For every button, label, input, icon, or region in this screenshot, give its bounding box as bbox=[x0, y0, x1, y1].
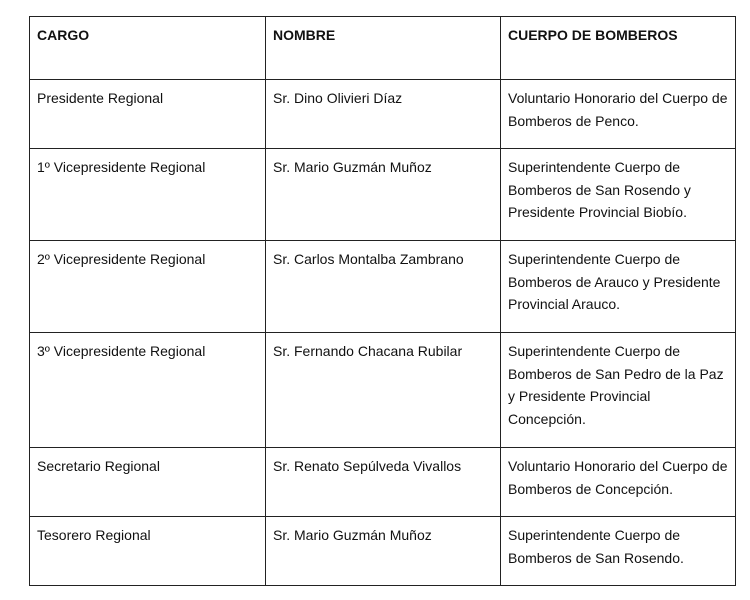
cell-cargo: Presidente Regional bbox=[30, 80, 266, 149]
table-row bbox=[30, 149, 736, 241]
cell-cargo: 2º Vicepresidente Regional bbox=[30, 241, 266, 333]
cell-cargo: 1º Vicepresidente Regional bbox=[30, 149, 266, 241]
cell-nombre: Sr. Mario Guzmán Muñoz bbox=[266, 517, 501, 586]
header-nombre: NOMBRE bbox=[266, 17, 501, 80]
header-cuerpo-de-bomberos: CUERPO DE BOMBEROS bbox=[501, 17, 736, 80]
table-row bbox=[30, 448, 736, 517]
cell-cuerpo: Superintendente Cuerpo de Bomberos de San Pedro de la Paz y Presidente Provincial Concepción. bbox=[501, 333, 736, 448]
table-row bbox=[30, 80, 736, 149]
cell-cuerpo: Voluntario Honorario del Cuerpo de Bomberos de Penco. bbox=[501, 80, 736, 149]
cell-nombre: Sr. Dino Olivieri Díaz bbox=[266, 80, 501, 149]
cell-nombre: Sr. Carlos Montalba Zambrano bbox=[266, 241, 501, 333]
cell-cuerpo: Superintendente Cuerpo de Bomberos de San Rosendo. bbox=[501, 517, 736, 586]
cell-cargo: Tesorero Regional bbox=[30, 517, 266, 586]
cell-cuerpo: Voluntario Honorario del Cuerpo de Bomberos de Concepción. bbox=[501, 448, 736, 517]
cell-nombre: Sr. Renato Sepúlveda Vivallos bbox=[266, 448, 501, 517]
cell-cargo: 3º Vicepresidente Regional bbox=[30, 333, 266, 448]
cell-cargo: Secretario Regional bbox=[30, 448, 266, 517]
cell-cuerpo: Superintendente Cuerpo de Bomberos de Arauco y Presidente Provincial Arauco. bbox=[501, 241, 736, 333]
cell-nombre: Sr. Fernando Chacana Rubilar bbox=[266, 333, 501, 448]
table-row bbox=[30, 517, 736, 586]
header-cargo: CARGO bbox=[30, 17, 266, 80]
cell-nombre: Sr. Mario Guzmán Muñoz bbox=[266, 149, 501, 241]
cell-cuerpo: Superintendente Cuerpo de Bomberos de San Rosendo y Presidente Provincial Biobío. bbox=[501, 149, 736, 241]
officers-table bbox=[29, 16, 736, 586]
table-row bbox=[30, 241, 736, 333]
header-row bbox=[30, 17, 736, 80]
table-row bbox=[30, 333, 736, 448]
